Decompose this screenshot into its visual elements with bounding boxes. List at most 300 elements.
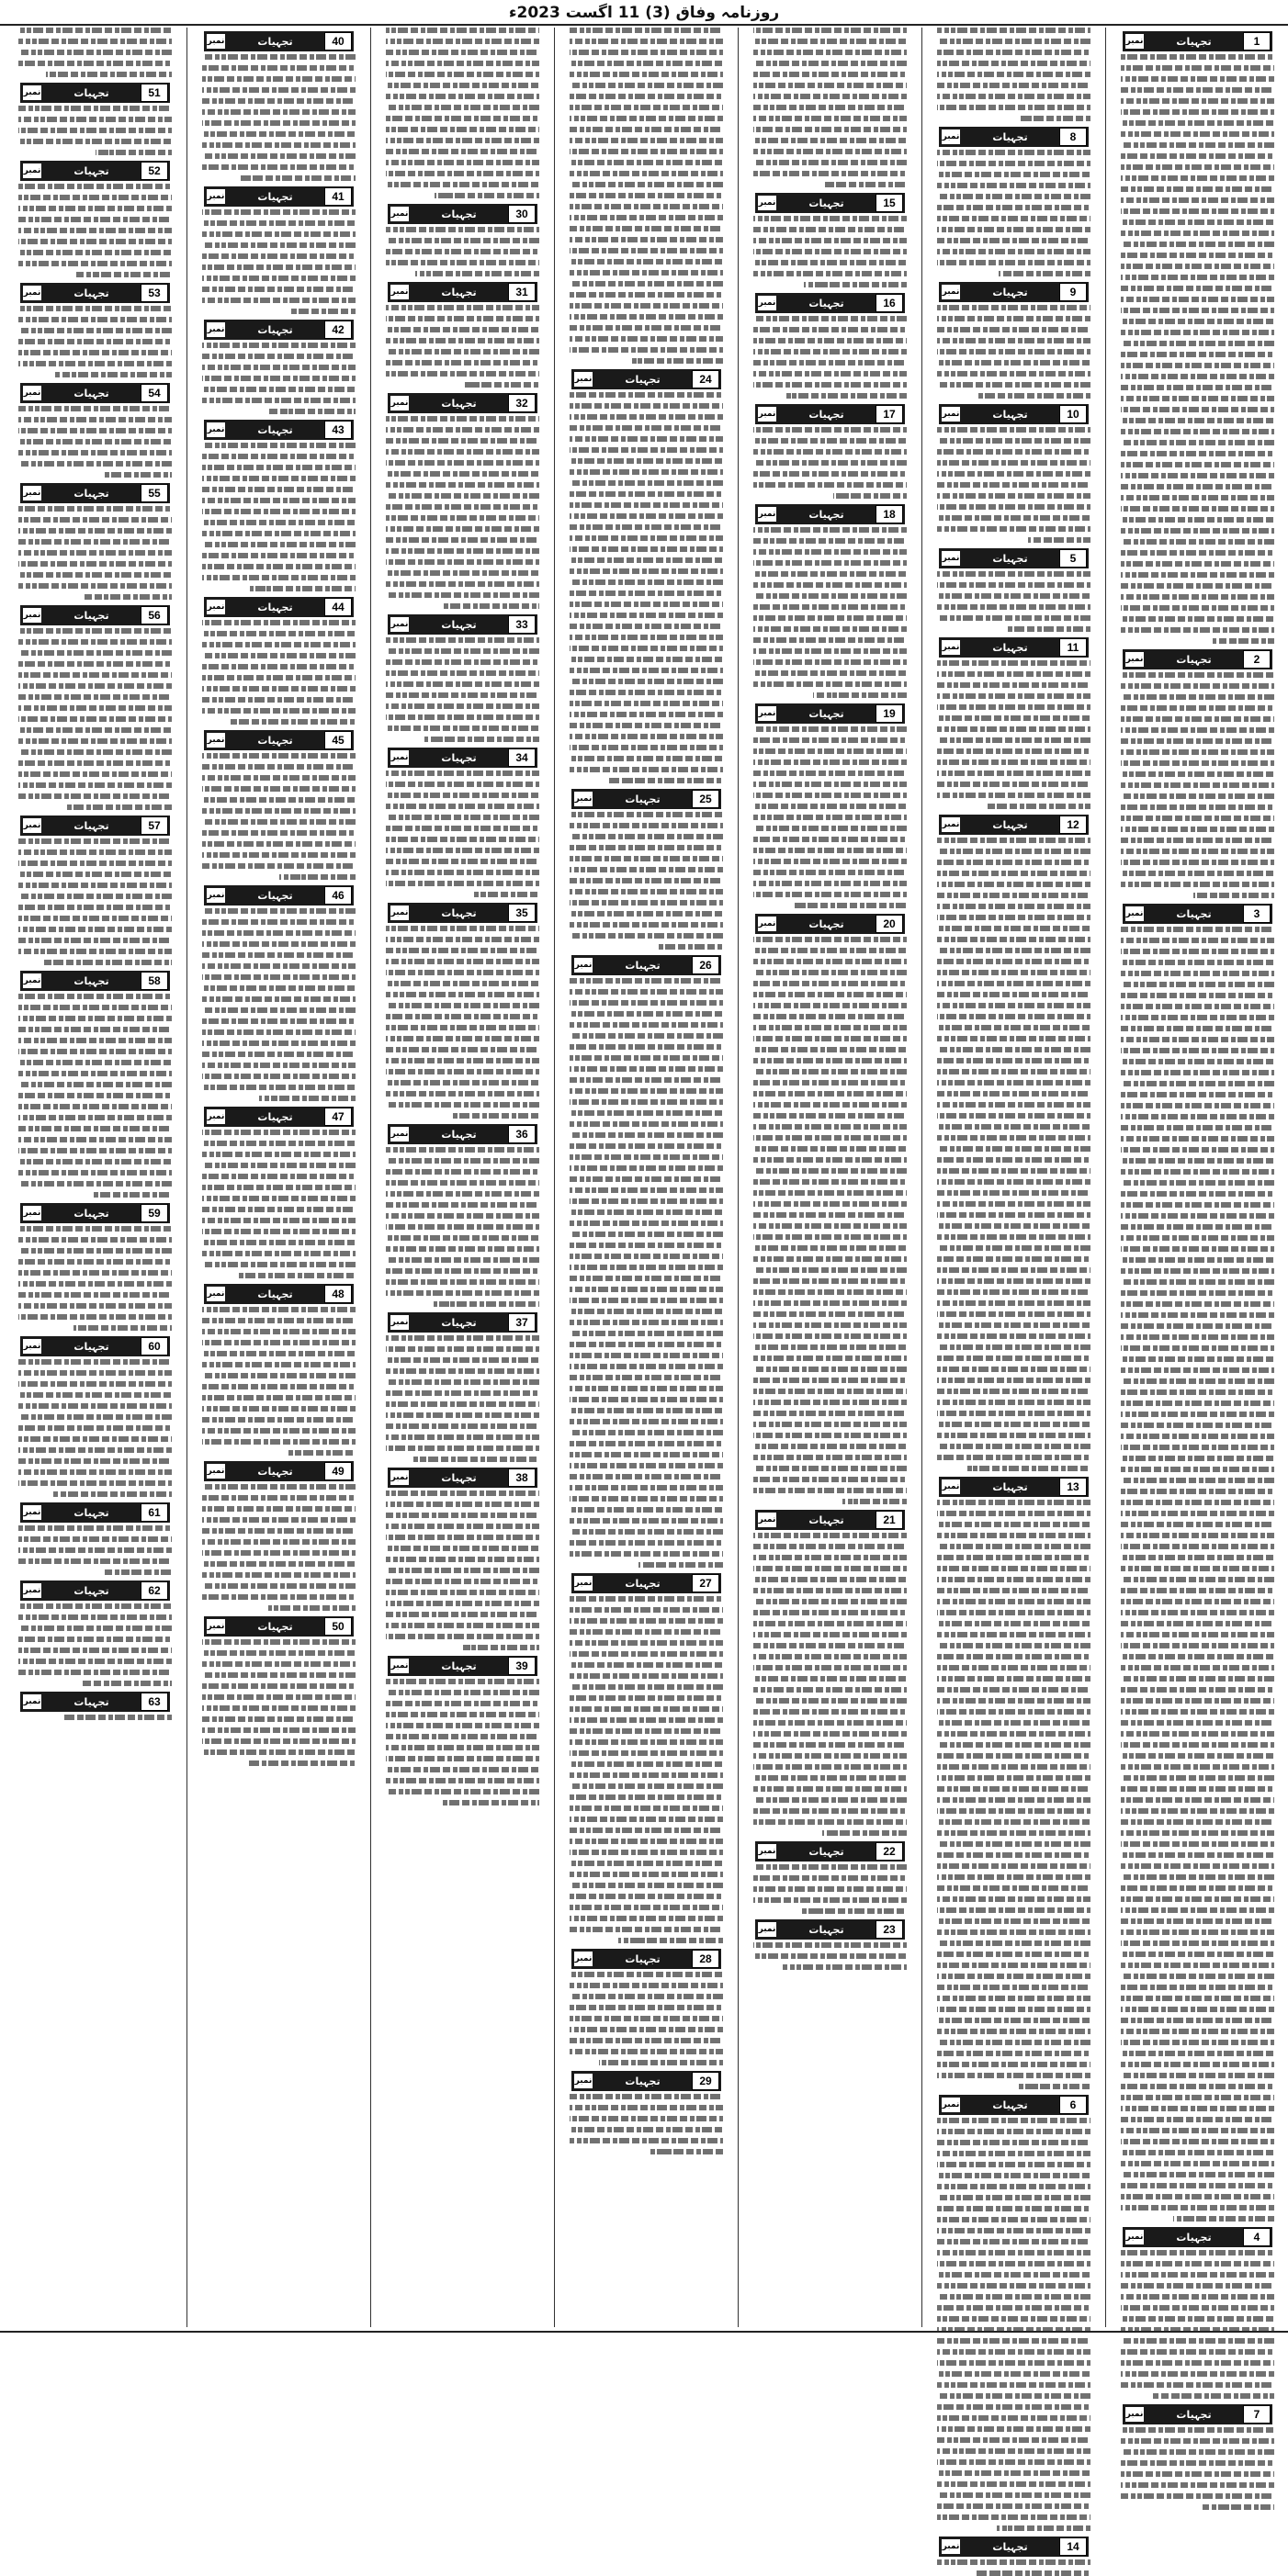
text-line bbox=[753, 72, 907, 77]
text-line bbox=[937, 1753, 1090, 1759]
text-line bbox=[937, 1775, 1090, 1781]
text-line bbox=[18, 450, 172, 456]
text-line bbox=[386, 581, 539, 587]
text-line bbox=[202, 1661, 356, 1667]
notice-entry bbox=[202, 186, 356, 314]
text-line bbox=[202, 1506, 356, 1512]
notice-heading-label: تجہیات bbox=[625, 2075, 661, 2087]
text-line bbox=[1121, 1577, 1274, 1582]
text-line bbox=[202, 1007, 356, 1013]
notice-heading-bar bbox=[20, 1692, 170, 1712]
text-line bbox=[937, 2162, 1090, 2167]
text-line bbox=[1121, 87, 1274, 93]
text-line bbox=[753, 1367, 907, 1372]
text-line bbox=[937, 2404, 1090, 2410]
text-line bbox=[937, 1874, 1090, 1880]
notice-heading-tag: نمبر bbox=[574, 2074, 593, 2088]
text-line bbox=[386, 692, 539, 698]
text-line bbox=[202, 376, 356, 381]
notice-number: 46 bbox=[324, 886, 352, 905]
text-line bbox=[202, 242, 356, 248]
text-line bbox=[937, 1367, 1090, 1372]
text-line bbox=[1121, 153, 1274, 159]
text-line bbox=[18, 39, 172, 44]
text-line bbox=[753, 1665, 907, 1670]
text-line bbox=[570, 1905, 723, 1910]
text-line bbox=[202, 1417, 356, 1423]
notice-number: 33 bbox=[508, 615, 536, 634]
text-line bbox=[18, 1159, 172, 1164]
text-line bbox=[570, 61, 723, 66]
text-line bbox=[753, 793, 907, 798]
text-line bbox=[753, 1555, 907, 1560]
text-line bbox=[1121, 2150, 1274, 2155]
text-line bbox=[937, 2062, 1090, 2067]
text-line bbox=[937, 1643, 1090, 1648]
notice-entry bbox=[202, 1616, 356, 1766]
text-line bbox=[18, 195, 172, 200]
text-line bbox=[18, 184, 172, 189]
text-line bbox=[753, 28, 907, 33]
notice-heading-label: تجہیات bbox=[625, 373, 661, 386]
text-line bbox=[1121, 418, 1274, 423]
text-line bbox=[202, 1063, 356, 1068]
text-line bbox=[1121, 330, 1274, 335]
notice-heading-tag: نمبر bbox=[390, 617, 409, 632]
notice-heading-label: تجہیات bbox=[73, 1506, 109, 1519]
text-line bbox=[570, 1772, 723, 1778]
text-line bbox=[386, 1213, 539, 1219]
text-line bbox=[386, 1036, 539, 1041]
text-line bbox=[937, 327, 1090, 332]
notice-heading-label: تجہیات bbox=[992, 408, 1028, 421]
text-line bbox=[1121, 1048, 1274, 1053]
text-line bbox=[570, 1132, 723, 1138]
notice-heading-tag: نمبر bbox=[758, 917, 776, 931]
text-line bbox=[937, 1311, 1090, 1317]
text-line bbox=[1121, 1323, 1274, 1329]
text-line bbox=[202, 1395, 356, 1400]
text-line bbox=[937, 1963, 1090, 1968]
text-line bbox=[1121, 2471, 1274, 2477]
text-line bbox=[386, 1568, 539, 1573]
text-line bbox=[570, 712, 723, 717]
text-line bbox=[570, 690, 723, 695]
text-line bbox=[1121, 363, 1274, 368]
text-line bbox=[1121, 1841, 1274, 1847]
notice-entry bbox=[18, 1336, 172, 1497]
notice-number: 18 bbox=[876, 505, 903, 523]
text-line bbox=[18, 461, 172, 467]
text-line bbox=[937, 1566, 1090, 1571]
text-line bbox=[570, 679, 723, 684]
text-line bbox=[18, 1359, 172, 1365]
notice-heading-bar bbox=[20, 1580, 170, 1601]
text-line bbox=[1121, 816, 1274, 821]
notice-heading-bar bbox=[571, 789, 721, 809]
text-line bbox=[570, 2116, 723, 2121]
text-line bbox=[753, 1300, 907, 1306]
text-line bbox=[937, 1500, 1090, 1505]
text-line bbox=[753, 94, 907, 99]
notice-heading-bar bbox=[939, 637, 1089, 658]
text-line bbox=[386, 1612, 539, 1617]
text-line bbox=[202, 387, 356, 392]
text-line bbox=[937, 1400, 1090, 1405]
text-line bbox=[937, 2007, 1090, 2012]
text-line bbox=[202, 1550, 356, 1556]
text-line bbox=[18, 128, 172, 133]
text-line bbox=[18, 793, 172, 799]
text-line bbox=[202, 509, 356, 514]
text-line bbox=[937, 1422, 1090, 1427]
text-line bbox=[1121, 1610, 1274, 1615]
text-line bbox=[570, 1320, 723, 1325]
text-line bbox=[753, 859, 907, 864]
notice-heading-label: تجہیات bbox=[808, 508, 844, 521]
notice-entry bbox=[570, 28, 723, 364]
notice-number: 3 bbox=[1243, 905, 1271, 923]
notice-heading-bar bbox=[20, 283, 170, 303]
text-line bbox=[937, 1267, 1090, 1273]
text-line bbox=[202, 620, 356, 625]
text-line bbox=[937, 1102, 1090, 1108]
text-line bbox=[570, 978, 723, 984]
text-line bbox=[386, 449, 539, 455]
notice-heading-label: تجہیات bbox=[73, 86, 109, 99]
text-line bbox=[570, 756, 723, 761]
text-line bbox=[1121, 1929, 1274, 1935]
notice-entry bbox=[18, 1502, 172, 1575]
text-line bbox=[386, 28, 539, 33]
text-line bbox=[269, 409, 356, 414]
notice-heading-bar bbox=[204, 1284, 354, 1304]
text-line bbox=[570, 502, 723, 508]
notice-number: 55 bbox=[141, 484, 168, 502]
text-line bbox=[753, 1577, 907, 1582]
text-line bbox=[937, 2140, 1090, 2145]
notice-entry bbox=[18, 283, 172, 377]
text-line bbox=[239, 1273, 356, 1278]
notice-heading-bar bbox=[939, 548, 1089, 568]
text-line bbox=[570, 72, 723, 77]
notice-heading-tag: نمبر bbox=[207, 1619, 225, 1634]
notice-number: 57 bbox=[141, 816, 168, 835]
text-line bbox=[202, 520, 356, 525]
masthead-title: روزنامہ وفاق (3) 11 اگست 2023ء bbox=[508, 3, 780, 22]
text-line bbox=[753, 1069, 907, 1074]
text-line bbox=[753, 1047, 907, 1052]
text-line bbox=[999, 271, 1090, 276]
notice-entry bbox=[753, 1919, 907, 1970]
text-line bbox=[18, 528, 172, 534]
text-line bbox=[202, 120, 356, 126]
text-line bbox=[570, 546, 723, 552]
text-line bbox=[753, 604, 907, 610]
notice-heading-label: تجہیات bbox=[808, 1845, 844, 1858]
notice-heading-label: تجہیات bbox=[257, 1620, 293, 1633]
text-line bbox=[570, 1607, 723, 1613]
text-line bbox=[18, 1016, 172, 1021]
text-line bbox=[386, 1224, 539, 1230]
text-line bbox=[997, 2525, 1090, 2531]
text-line bbox=[570, 94, 723, 99]
text-line bbox=[1121, 1511, 1274, 1516]
text-line bbox=[753, 1411, 907, 1416]
text-line bbox=[1017, 2084, 1090, 2089]
notice-entry bbox=[386, 903, 539, 1119]
text-line bbox=[1121, 2194, 1274, 2199]
text-line bbox=[386, 1513, 539, 1518]
column-divider bbox=[370, 28, 371, 2327]
text-line bbox=[1121, 1599, 1274, 1604]
notice-heading-bar bbox=[388, 748, 537, 768]
text-line bbox=[18, 1148, 172, 1153]
text-line bbox=[570, 1187, 723, 1193]
notice-heading-label: تجہیات bbox=[257, 323, 293, 336]
text-line bbox=[386, 1047, 539, 1052]
text-line bbox=[18, 572, 172, 578]
text-line bbox=[937, 671, 1090, 677]
text-line bbox=[1121, 627, 1274, 633]
notice-number: 53 bbox=[141, 284, 168, 302]
text-line bbox=[570, 2027, 723, 2032]
notice-heading-label: تجہیات bbox=[73, 819, 109, 832]
text-line bbox=[1121, 2261, 1274, 2267]
text-line bbox=[937, 1091, 1090, 1097]
text-line bbox=[1121, 1786, 1274, 1792]
text-line bbox=[1121, 1412, 1274, 1417]
text-line bbox=[1121, 1489, 1274, 1494]
text-line bbox=[937, 2481, 1090, 2487]
text-line bbox=[18, 872, 172, 877]
text-line bbox=[241, 175, 356, 181]
text-line bbox=[1121, 297, 1274, 302]
text-line bbox=[18, 1414, 172, 1420]
text-line bbox=[937, 2250, 1090, 2255]
text-line bbox=[18, 1071, 172, 1076]
text-line bbox=[202, 941, 356, 947]
text-line bbox=[18, 1469, 172, 1475]
text-line bbox=[386, 714, 539, 720]
text-line bbox=[1121, 1202, 1274, 1208]
text-line bbox=[1121, 616, 1274, 622]
text-line bbox=[1121, 2305, 1274, 2311]
notice-heading-tag: نمبر bbox=[207, 1109, 225, 1124]
text-line bbox=[570, 1673, 723, 1679]
text-line bbox=[202, 1738, 356, 1744]
text-line bbox=[570, 1596, 723, 1602]
text-line bbox=[202, 365, 356, 370]
text-line bbox=[386, 471, 539, 477]
text-line bbox=[386, 1423, 539, 1429]
notice-heading-label: تجہیات bbox=[73, 1584, 109, 1597]
text-line bbox=[753, 482, 907, 488]
text-line bbox=[94, 1192, 172, 1198]
text-line bbox=[386, 548, 539, 554]
text-line bbox=[937, 1698, 1090, 1704]
text-line bbox=[1121, 1389, 1274, 1395]
text-line bbox=[753, 249, 907, 254]
text-line bbox=[386, 160, 539, 165]
text-line bbox=[1121, 1896, 1274, 1902]
text-line bbox=[753, 160, 907, 165]
text-line bbox=[1121, 429, 1274, 434]
text-line bbox=[202, 664, 356, 669]
text-line bbox=[1121, 1213, 1274, 1219]
text-line bbox=[1121, 1103, 1274, 1108]
text-line bbox=[18, 1648, 172, 1653]
text-line bbox=[386, 804, 539, 809]
text-line bbox=[937, 893, 1090, 898]
text-line bbox=[83, 1681, 172, 1686]
text-line bbox=[570, 1419, 723, 1424]
text-line bbox=[937, 615, 1090, 621]
text-line bbox=[753, 648, 907, 654]
text-line bbox=[937, 2029, 1090, 2034]
text-line bbox=[1121, 749, 1274, 755]
text-line bbox=[570, 1927, 723, 1932]
text-line bbox=[937, 871, 1090, 876]
text-line bbox=[386, 1723, 539, 1728]
text-line bbox=[937, 693, 1090, 699]
text-line bbox=[937, 1245, 1090, 1251]
notice-heading-tag: نمبر bbox=[390, 1470, 409, 1485]
notice-heading-bar bbox=[755, 1841, 905, 1862]
notice-entry bbox=[937, 548, 1090, 632]
text-line bbox=[753, 260, 907, 265]
text-line bbox=[937, 759, 1090, 765]
text-line bbox=[386, 94, 539, 99]
text-line bbox=[570, 2049, 723, 2054]
text-line bbox=[937, 216, 1090, 221]
notice-heading-bar bbox=[20, 83, 170, 103]
text-line bbox=[386, 1357, 539, 1363]
text-line bbox=[937, 2184, 1090, 2189]
text-line bbox=[1121, 197, 1274, 203]
notice-heading-label: تجہیات bbox=[625, 1952, 661, 1965]
text-line bbox=[753, 1444, 907, 1449]
text-line bbox=[753, 737, 907, 743]
text-line bbox=[1121, 109, 1274, 115]
text-line bbox=[18, 1659, 172, 1664]
text-line bbox=[937, 2051, 1090, 2056]
text-line bbox=[937, 1223, 1090, 1229]
text-line bbox=[570, 568, 723, 574]
text-line bbox=[386, 637, 539, 643]
text-line bbox=[753, 438, 907, 444]
notice-heading-label: تجہیات bbox=[73, 164, 109, 177]
text-line bbox=[753, 1477, 907, 1482]
text-line bbox=[386, 948, 539, 953]
text-line bbox=[386, 1745, 539, 1750]
text-line bbox=[753, 549, 907, 555]
text-line bbox=[753, 127, 907, 132]
text-line bbox=[937, 1289, 1090, 1295]
text-line bbox=[753, 1289, 907, 1295]
text-line bbox=[793, 903, 907, 908]
notice-heading-label: تجہیات bbox=[257, 734, 293, 747]
text-line bbox=[1121, 1158, 1274, 1164]
text-line bbox=[1121, 253, 1274, 258]
text-line bbox=[937, 50, 1090, 55]
text-line bbox=[288, 1450, 356, 1456]
text-line bbox=[753, 1091, 907, 1097]
text-line bbox=[202, 542, 356, 547]
text-line bbox=[937, 1819, 1090, 1825]
text-line bbox=[386, 149, 539, 154]
notice-number: 34 bbox=[508, 748, 536, 767]
text-line bbox=[937, 471, 1090, 477]
text-line bbox=[937, 981, 1090, 986]
notice-entry bbox=[18, 1203, 172, 1331]
text-line bbox=[753, 1808, 907, 1814]
notice-heading-bar bbox=[388, 1468, 537, 1488]
text-line bbox=[386, 793, 539, 798]
notice-entry bbox=[570, 1949, 723, 2065]
text-line bbox=[570, 1099, 723, 1105]
text-line bbox=[937, 1896, 1090, 1902]
text-line bbox=[202, 454, 356, 459]
text-line bbox=[753, 1953, 907, 1959]
text-line bbox=[1121, 1147, 1274, 1153]
text-line bbox=[753, 238, 907, 243]
text-line bbox=[18, 1558, 172, 1564]
notice-number: 48 bbox=[324, 1285, 352, 1303]
text-line bbox=[937, 1610, 1090, 1615]
text-line bbox=[1121, 1621, 1274, 1626]
text-line bbox=[937, 1830, 1090, 1836]
text-line bbox=[1121, 1037, 1274, 1042]
text-line bbox=[386, 1767, 539, 1772]
notice-heading-bar bbox=[388, 282, 537, 302]
text-line bbox=[937, 1918, 1090, 1924]
notice-number: 32 bbox=[508, 394, 536, 412]
text-line bbox=[753, 1234, 907, 1240]
text-line bbox=[570, 1529, 723, 1535]
column-divider bbox=[738, 28, 739, 2327]
text-line bbox=[464, 382, 539, 388]
text-line bbox=[570, 1287, 723, 1292]
text-line bbox=[202, 443, 356, 448]
text-line bbox=[1121, 1312, 1274, 1318]
text-line bbox=[570, 579, 723, 585]
text-line bbox=[202, 253, 356, 259]
text-line bbox=[753, 1566, 907, 1571]
text-line bbox=[386, 526, 539, 532]
text-line bbox=[202, 1196, 356, 1201]
text-line bbox=[937, 1455, 1090, 1460]
text-line bbox=[202, 919, 356, 925]
notice-heading-bar bbox=[939, 282, 1089, 302]
notice-heading-bar bbox=[20, 1203, 170, 1223]
notice-entry bbox=[202, 1461, 356, 1611]
text-line bbox=[18, 628, 172, 634]
text-line bbox=[1121, 938, 1274, 943]
text-line bbox=[570, 1011, 723, 1017]
text-line bbox=[1121, 1533, 1274, 1538]
notice-heading-tag: نمبر bbox=[23, 85, 41, 100]
text-line bbox=[202, 1650, 356, 1656]
text-line bbox=[18, 361, 172, 366]
text-line bbox=[473, 892, 539, 897]
text-line bbox=[18, 782, 172, 788]
notice-heading-tag: نمبر bbox=[390, 285, 409, 299]
text-line bbox=[386, 1524, 539, 1529]
notice-heading-bar bbox=[204, 320, 354, 340]
text-line bbox=[753, 1080, 907, 1086]
text-line bbox=[18, 672, 172, 678]
